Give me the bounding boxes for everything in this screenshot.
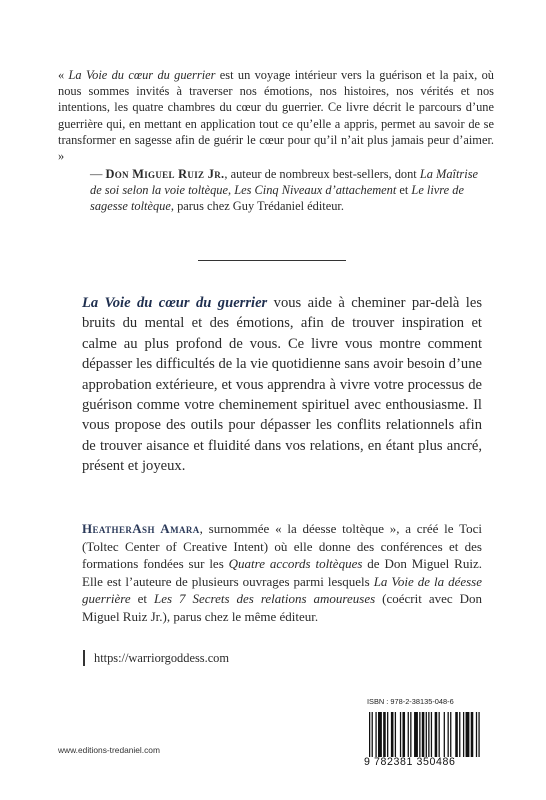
book-summary	[82, 293, 482, 477]
barcode-bar	[471, 712, 474, 757]
bio-text: , surnommée « la déesse toltèque », a créé le Toci (Toltec Center of Creative Intent) où elle donne des conférences et des formations fondées sur les	[82, 521, 482, 572]
author-bio	[82, 520, 482, 626]
barcode-bar	[463, 712, 464, 757]
barcode-bar	[439, 712, 440, 757]
barcode-bar	[402, 712, 405, 757]
endorser-book-2: Les Cinq Niveaux d’attachement	[234, 183, 397, 198]
quote-open: «	[58, 68, 69, 82]
website-marker	[83, 650, 85, 666]
barcode-bar	[391, 712, 394, 757]
barcode-bar	[419, 712, 420, 757]
barcode-bar	[426, 712, 427, 757]
summary-text: vous aide à cheminer par-delà les bruits du mental et des émotions, afin de trouver inspiration et calme au plus profond de vous. Ce livre vous montre comment dépasser les difficultés de la vie quotidienne sans avoir besoin d’une approbation extérieure, et vous apprendra à vivre votre processus de guérison comme votre cheminement spirituel avec enthousiasme. Il vous propose des outils pour dépasser les conflits relationnels afin de trouver aisance et fluidité dans vos relations, en étant plus ancré, présent et joyeux.	[82, 295, 482, 475]
barcode-bar	[375, 712, 376, 757]
barcode-bar	[395, 712, 396, 757]
attribution-separator: et	[396, 183, 412, 198]
barcode-bar	[410, 712, 411, 757]
bio-book-3: Les 7 Secrets des relations amoureuses	[153, 591, 376, 607]
section-divider	[198, 260, 346, 261]
endorsement-quote	[58, 67, 494, 164]
barcode-bar	[435, 712, 438, 757]
bio-text: de Don Miguel Ruiz. Elle est l’auteure de plusieurs ouvrages parmi lesquels	[82, 556, 482, 589]
barcode-bar	[450, 712, 451, 757]
author-name: HeatherAsh Amara	[82, 521, 200, 536]
barcode-bar	[372, 712, 373, 757]
author-website[interactable]: https://warriorgoddess.com	[94, 651, 230, 665]
barcode-bar	[448, 712, 449, 757]
endorser-book-3: Le livre de sagesse toltèque	[90, 183, 464, 214]
quote-text: est un voyage intérieur vers la guérison et la paix, où nous sommes invités à traverser nos émotions, nos histoires, nos vérités et nos intentions, les quatre chambres du cœur du guerrier. Ce livre décrit le parcours d’une guerrière qui, en mettant en application tout ce qu’elle a appris, permet au savoir de se transformer en sagesse afin de guérir le cœur pour qu’il n’ait plus jamais peur d’aimer. »	[58, 68, 494, 164]
endorser-book-1: La Maîtrise de soi selon la voie toltèque	[90, 167, 479, 198]
attribution-text: , auteur de nombreux best-sellers, dont	[224, 167, 420, 181]
barcode-bar	[378, 712, 382, 757]
bio-text: (coécrit avec Don Miguel Ruiz Jr.), parus chez le même éditeur.	[82, 591, 482, 624]
barcode-digits: 9 782381 350486	[364, 756, 456, 768]
barcode-bar	[478, 712, 479, 757]
bio-book-2: La Voie de la déesse guerrière	[82, 573, 482, 607]
barcode-bar	[428, 712, 429, 757]
endorsement-attribution	[90, 166, 490, 215]
barcode-bar	[431, 712, 432, 757]
barcode	[369, 712, 481, 757]
barcode-bar	[422, 712, 425, 757]
barcode-bar	[383, 712, 386, 757]
barcode-bar	[444, 712, 445, 757]
quote-book-title: La Voie du cœur du guerrier	[68, 68, 216, 82]
barcode-bar	[414, 712, 418, 757]
barcode-bar	[408, 712, 409, 757]
barcode-bar	[369, 712, 370, 757]
barcode-bar	[400, 712, 401, 757]
barcode-bar	[476, 712, 477, 757]
isbn-label: ISBN : 978-2-38135-048-6	[367, 697, 454, 706]
publisher-website[interactable]: www.editions-tredaniel.com	[58, 745, 160, 755]
bio-book-1: Quatre accords toltèques	[228, 556, 363, 572]
attribution-dash: —	[90, 167, 106, 181]
attribution-separator: ,	[228, 183, 235, 198]
endorser-name: Don Miguel Ruiz Jr.	[105, 167, 225, 181]
bio-text: et	[130, 591, 154, 607]
barcode-bar	[455, 712, 458, 757]
barcode-bar	[466, 712, 470, 757]
attribution-text: , parus chez Guy Trédaniel éditeur.	[170, 199, 344, 214]
barcode-bar	[459, 712, 460, 757]
summary-book-title: La Voie du cœur du guerrier	[82, 295, 268, 311]
barcode-bar	[387, 712, 388, 757]
